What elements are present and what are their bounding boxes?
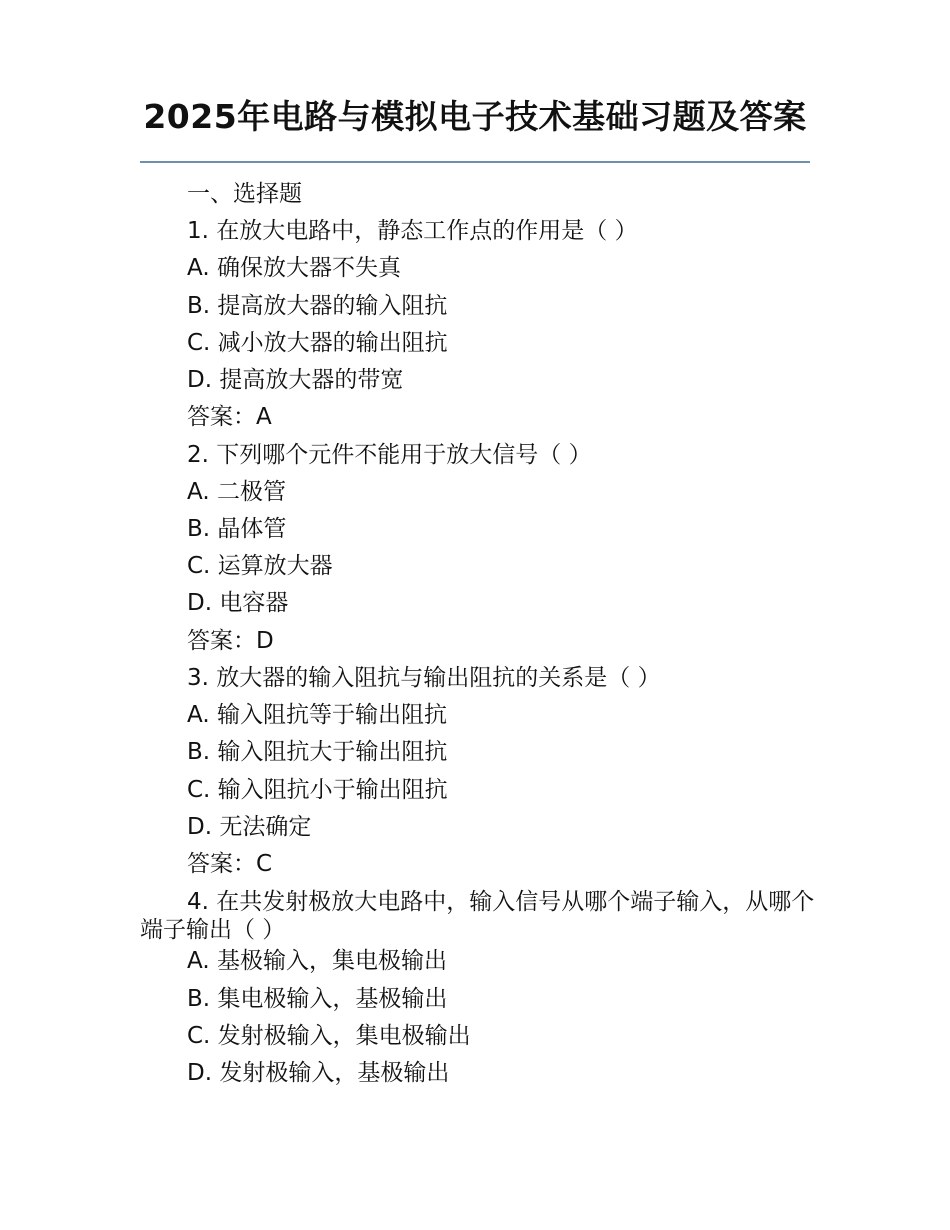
question-1: 1. 在放大电路中，静态工作点的作用是（ ） bbox=[187, 218, 638, 244]
q3-option-a: A. 输入阻抗等于输出阻抗 bbox=[187, 702, 447, 728]
question-4: 4. 在共发射极放大电路中，输入信号从哪个端子输入，从哪个端子输出（ ） bbox=[140, 889, 815, 943]
q3-option-c: C. 输入阻抗小于输出阻抗 bbox=[187, 777, 448, 803]
q1-answer: 答案：A bbox=[187, 404, 272, 430]
q4-option-c: C. 发射极输入，集电极输出 bbox=[187, 1023, 471, 1049]
q4-option-b: B. 集电极输入，基极输出 bbox=[187, 986, 448, 1012]
q1-option-b: B. 提高放大器的输入阻抗 bbox=[187, 293, 448, 319]
q3-option-b: B. 输入阻抗大于输出阻抗 bbox=[187, 739, 448, 765]
q1-option-a: A. 确保放大器不失真 bbox=[187, 255, 401, 281]
q2-answer: 答案：D bbox=[187, 628, 274, 654]
question-2: 2. 下列哪个元件不能用于放大信号（ ） bbox=[187, 442, 592, 468]
section-heading: 一、选择题 bbox=[187, 181, 302, 207]
q3-answer: 答案：C bbox=[187, 851, 273, 877]
q4-option-d: D. 发射极输入，基极输出 bbox=[187, 1060, 450, 1086]
q1-option-d: D. 提高放大器的带宽 bbox=[187, 367, 404, 393]
question-3: 3. 放大器的输入阻抗与输出阻抗的关系是（ ） bbox=[187, 665, 661, 691]
q2-option-d: D. 电容器 bbox=[187, 590, 289, 616]
q1-option-c: C. 减小放大器的输出阻抗 bbox=[187, 330, 448, 356]
q2-option-c: C. 运算放大器 bbox=[187, 553, 333, 579]
q2-option-b: B. 晶体管 bbox=[187, 516, 287, 542]
q3-option-d: D. 无法确定 bbox=[187, 814, 312, 840]
title-divider bbox=[140, 161, 810, 163]
q4-option-a: A. 基极输入，集电极输出 bbox=[187, 948, 447, 974]
q2-option-a: A. 二极管 bbox=[187, 479, 286, 505]
document-title: 2025年电路与模拟电子技术基础习题及答案 bbox=[143, 97, 807, 136]
